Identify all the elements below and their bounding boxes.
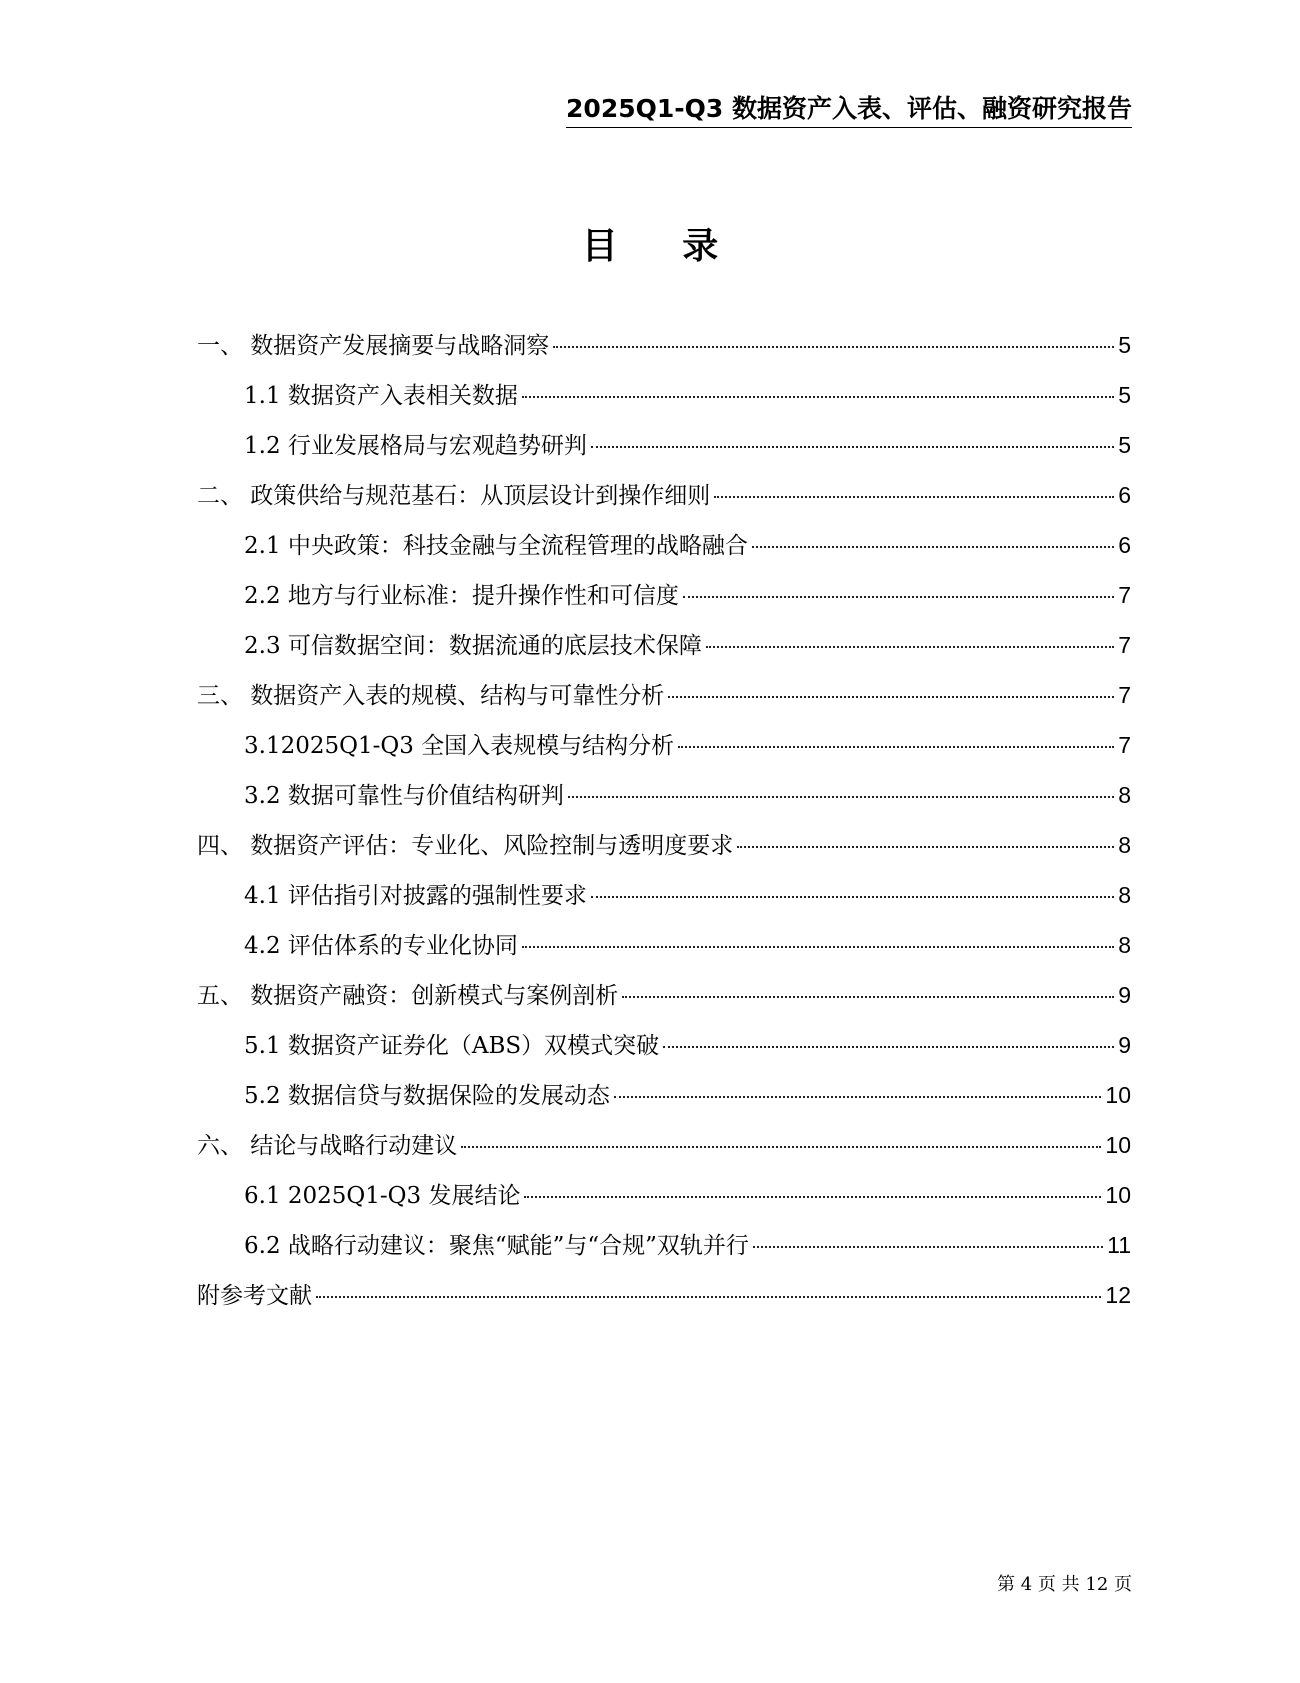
toc-entry-page-number: 6 [1118, 482, 1131, 508]
toc-title: 目 录 [581, 226, 745, 267]
toc-section-entry[interactable] [197, 580, 1131, 630]
toc-section-entry[interactable] [197, 930, 1131, 980]
toc-entry-label: 一、 数据资产发展摘要与战略洞察 [197, 333, 550, 359]
toc-chapter-entry[interactable] [197, 1280, 1131, 1330]
toc-section-entry[interactable] [197, 880, 1131, 930]
toc-entry-page-number: 8 [1118, 932, 1131, 958]
toc-dot-leader [591, 895, 1114, 898]
toc-entry-page-number: 7 [1118, 682, 1131, 708]
toc-entry-label: 3.2 数据可靠性与价值结构研判 [244, 783, 564, 809]
toc-entry-label: 4.1 评估指引对披露的强制性要求 [244, 883, 587, 909]
toc-dot-leader [461, 1145, 1101, 1148]
toc-entry-page-number: 8 [1118, 882, 1131, 908]
toc-dot-leader [524, 1195, 1101, 1198]
toc-dot-leader [683, 595, 1114, 598]
page-number-footer: 第 4 页 共 12 页 [997, 1574, 1132, 1595]
toc-entry-page-number: 10 [1105, 1132, 1131, 1158]
toc-dot-leader [663, 1045, 1114, 1048]
toc-chapter-entry[interactable] [197, 680, 1131, 730]
toc-section-entry[interactable] [197, 1180, 1131, 1230]
toc-entry-page-number: 12 [1105, 1282, 1131, 1308]
toc-entry-label: 三、 数据资产入表的规模、结构与可靠性分析 [197, 683, 665, 709]
toc-entry-page-number: 7 [1118, 732, 1131, 758]
toc-dot-leader [591, 445, 1114, 448]
toc-entry-label: 5.2 数据信贷与数据保险的发展动态 [244, 1083, 610, 1109]
toc-entry-page-number: 8 [1118, 832, 1131, 858]
toc-entry-label: 1.1 数据资产入表相关数据 [244, 383, 518, 409]
toc-entry-page-number: 5 [1118, 432, 1131, 458]
toc-entry-label: 1.2 行业发展格局与宏观趋势研判 [244, 433, 587, 459]
toc-entry-label: 2.2 地方与行业标准：提升操作性和可信度 [244, 583, 679, 609]
toc-entry-page-number: 10 [1105, 1182, 1131, 1208]
toc-entry-page-number: 9 [1118, 982, 1131, 1008]
toc-section-entry[interactable] [197, 530, 1131, 580]
toc-dot-leader [622, 995, 1114, 998]
toc-dot-leader [522, 395, 1114, 398]
toc-entry-label: 6.2 战略行动建议：聚焦“赋能”与“合规”双轨并行 [244, 1233, 749, 1259]
toc-entry-label: 3.12025Q1-Q3 全国入表规模与结构分析 [244, 733, 675, 759]
toc-entry-page-number: 5 [1118, 332, 1131, 358]
toc-dot-leader [316, 1295, 1101, 1298]
toc-dot-leader [678, 745, 1114, 748]
toc-entry-page-number: 7 [1118, 582, 1131, 608]
toc-chapter-entry[interactable] [197, 830, 1131, 880]
toc-dot-leader [668, 695, 1114, 698]
toc-dot-leader [753, 1245, 1103, 1248]
toc-section-entry[interactable] [197, 730, 1131, 780]
toc-dot-leader [522, 945, 1114, 948]
toc-dot-leader [568, 795, 1114, 798]
toc-entry-label: 五、 数据资产融资：创新模式与案例剖析 [197, 983, 619, 1009]
toc-entry-page-number: 8 [1118, 782, 1131, 808]
toc-entry-page-number: 10 [1105, 1082, 1131, 1108]
toc-section-entry[interactable] [197, 1080, 1131, 1130]
toc-dot-leader [614, 1095, 1102, 1098]
toc-entry-label: 5.1 数据资产证券化（ABS）双模式突破 [244, 1033, 660, 1059]
toc-section-entry[interactable] [197, 430, 1131, 480]
toc-chapter-entry[interactable] [197, 330, 1131, 380]
toc-dot-leader [752, 545, 1114, 548]
toc-entry-page-number: 7 [1118, 632, 1131, 658]
toc-dot-leader [737, 845, 1114, 848]
toc-entry-page-number: 11 [1107, 1232, 1131, 1258]
running-header-title: 2025Q1-Q3 数据资产入表、评估、融资研究报告 [566, 94, 1132, 128]
toc-section-entry[interactable] [197, 380, 1131, 430]
toc-entry-label: 2.3 可信数据空间：数据流通的底层技术保障 [244, 633, 702, 659]
toc-section-entry[interactable] [197, 630, 1131, 680]
toc-entry-label: 6.1 2025Q1-Q3 发展结论 [244, 1183, 521, 1209]
toc-entry-label: 2.1 中央政策：科技金融与全流程管理的战略融合 [244, 533, 748, 559]
toc-entry-label: 二、 政策供给与规范基石：从顶层设计到操作细则 [197, 483, 711, 509]
toc-chapter-entry[interactable] [197, 480, 1131, 530]
toc-chapter-entry[interactable] [197, 1130, 1131, 1180]
toc-entry-page-number: 9 [1118, 1032, 1131, 1058]
toc-entry-label: 四、 数据资产评估：专业化、风险控制与透明度要求 [197, 833, 734, 859]
toc-entry-label: 附参考文献 [197, 1283, 312, 1309]
toc-section-entry[interactable] [197, 1030, 1131, 1080]
toc-dot-leader [553, 345, 1114, 348]
toc-dot-leader [714, 495, 1114, 498]
toc-dot-leader [706, 645, 1114, 648]
toc-section-entry[interactable] [197, 1230, 1131, 1280]
toc-entry-label: 六、 结论与战略行动建议 [197, 1133, 458, 1159]
toc-entry-label: 4.2 评估体系的专业化协同 [244, 933, 518, 959]
toc-section-entry[interactable] [197, 780, 1131, 830]
toc-entry-page-number: 6 [1118, 532, 1131, 558]
toc-entry-page-number: 5 [1118, 382, 1131, 408]
table-of-contents [197, 330, 1131, 1330]
toc-chapter-entry[interactable] [197, 980, 1131, 1030]
